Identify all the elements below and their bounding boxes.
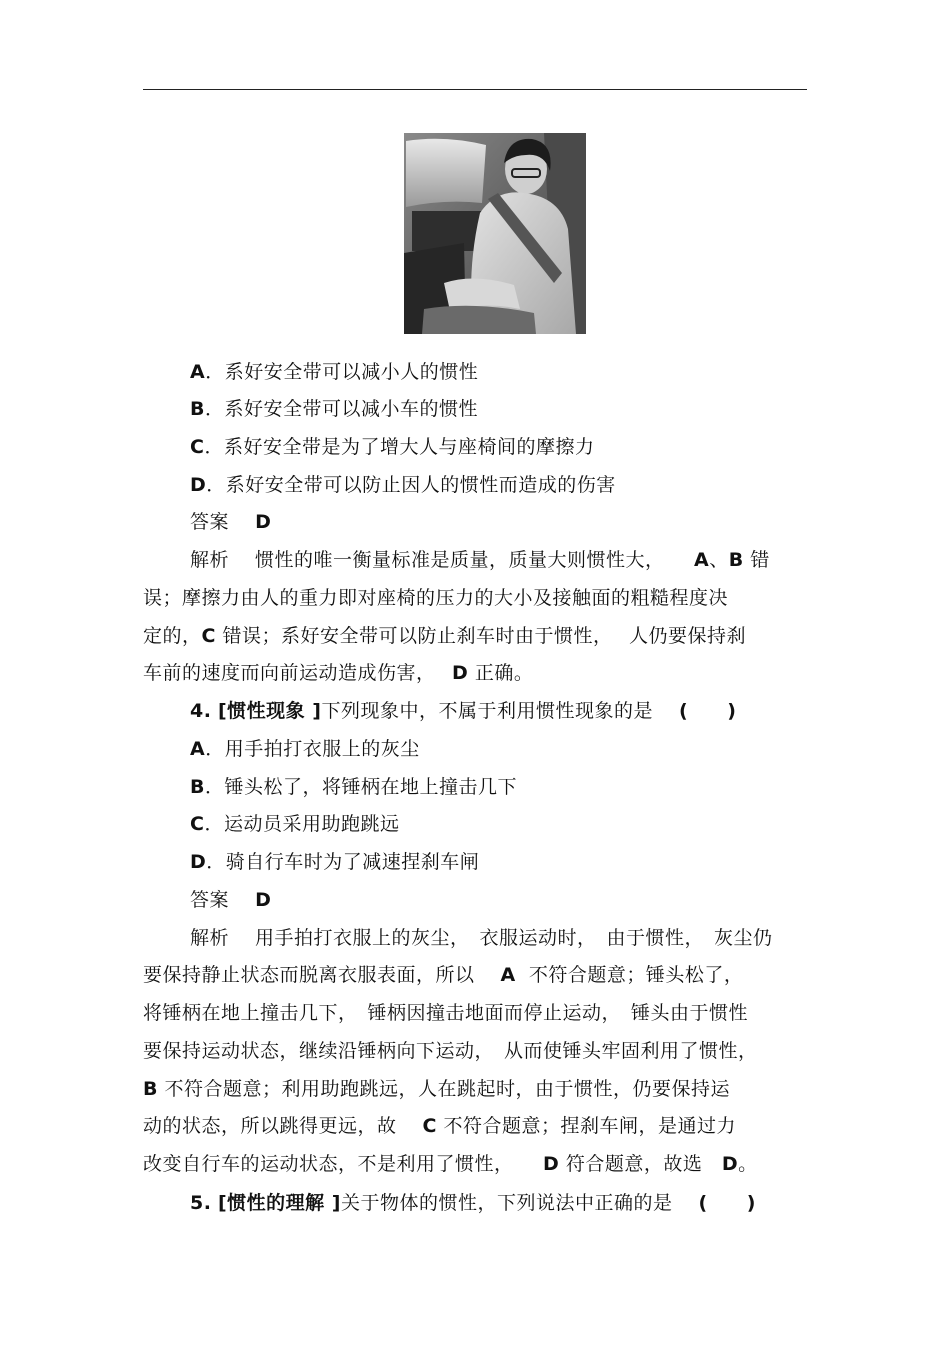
q4-analysis-line-7: 改变自行车的运动状态，不是利用了惯性， D 符合题意，故选 D。 xyxy=(143,1153,758,1175)
q4-analysis-line-2: 要保持静止状态而脱离衣服表面，所以 A 不符合题意；锤头松了， xyxy=(143,964,744,986)
q4-option-a: A．用手拍打衣服上的灰尘 xyxy=(190,738,420,760)
header-rule xyxy=(143,89,807,90)
q3-analysis-line-3: 定的，C 错误；系好安全带可以防止刹车时由于惯性， 人仍要保持刹 xyxy=(143,625,747,647)
q3-option-c: C．系好安全带是为了增大人与座椅间的摩擦力 xyxy=(190,436,595,458)
q3-answer: 答案 D xyxy=(190,511,272,533)
q4-option-b: B．锤头松了，将锤柄在地上撞击几下 xyxy=(190,776,517,798)
q3-option-b: B．系好安全带可以减小车的惯性 xyxy=(190,398,478,420)
q5-stem: 5. [惯性的理解 ]关于物体的惯性，下列说法中正确的是 ( ) xyxy=(190,1192,756,1214)
q4-analysis-line-1: 解析 用手拍打衣服上的灰尘， 衣服运动时， 由于惯性， 灰尘仍 xyxy=(190,927,773,949)
seatbelt-photo xyxy=(404,133,586,334)
q3-option-a: A．系好安全带可以减小人的惯性 xyxy=(190,361,479,383)
q4-analysis-line-6: 动的状态，所以跳得更远，故 C 不符合题意；捏刹车闸，是通过力 xyxy=(143,1115,737,1137)
q4-analysis-line-3: 将锤柄在地上撞击几下， 锤柄因撞击地面而停止运动， 锤头由于惯性 xyxy=(143,1002,749,1024)
q3-option-d: D．系好安全带可以防止因人的惯性而造成的伤害 xyxy=(190,474,616,496)
q4-option-c: C．运动员采用助跑跳远 xyxy=(190,813,400,835)
q3-analysis-line-1: 解析 惯性的唯一衡量标准是质量，质量大则惯性大， A、B 错 xyxy=(190,549,770,571)
q4-option-d: D．骑自行车时为了减速捏刹车闸 xyxy=(190,851,480,873)
q4-stem: 4. [惯性现象 ]下列现象中，不属于利用惯性现象的是 ( ) xyxy=(190,700,737,722)
q4-analysis-line-5: B 不符合题意；利用助跑跳远，人在跳起时，由于惯性，仍要保持运 xyxy=(143,1078,731,1100)
q3-analysis-line-2: 误；摩擦力由人的重力即对座椅的压力的大小及接触面的粗糙程度决 xyxy=(143,587,729,609)
q3-analysis-line-4: 车前的速度而向前运动造成伤害， D 正确。 xyxy=(143,662,534,684)
q4-answer: 答案 D xyxy=(190,889,272,911)
q4-analysis-line-4: 要保持运动状态，继续沿锤柄向下运动， 从而使锤头牢固利用了惯性， xyxy=(143,1040,758,1062)
